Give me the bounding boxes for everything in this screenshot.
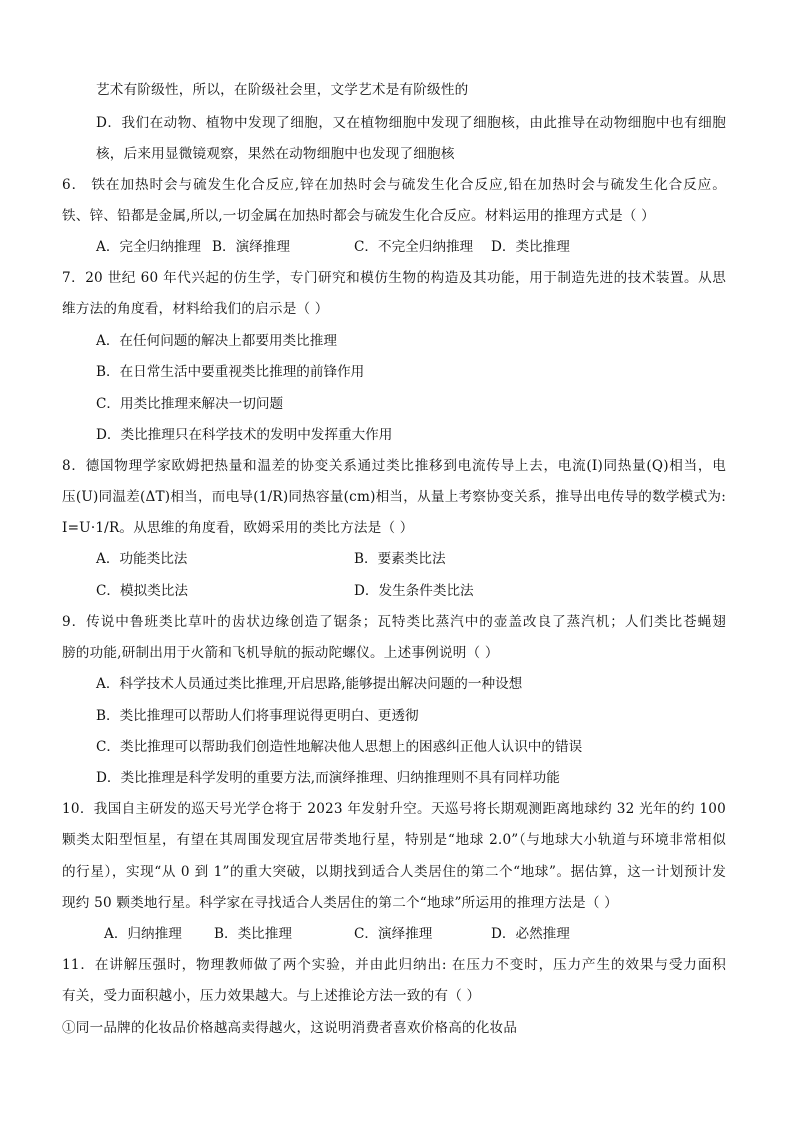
q9-stem-line1: 9．传说中鲁班类比草叶的齿状边缘创造了锯条；瓦特类比蒸汽中的壶盖改良了蒸汽机；人们类比苍蝇翅 — [62, 614, 726, 630]
q9-option-d: D．类比推理是科学发明的重要方法,而演绎推理、归纳推理则不具有同样功能 — [96, 770, 560, 786]
q10-option-b: B．类比推理 — [214, 926, 292, 942]
q6-option-c: C．不完全归纳推理 — [354, 239, 474, 255]
q5-option-c-continuation: 艺术有阶级性，所以，在阶级社会里，文学艺术是有阶级性的 — [96, 82, 469, 98]
q7-option-b: B．在日常生活中要重视类比推理的前锋作用 — [96, 364, 365, 380]
q8-option-b: B．要素类比法 — [354, 551, 446, 567]
q6-option-d: D．类比推理 — [491, 239, 570, 255]
q10-stem-line4: 现约 50 颗类地行星。科学家在寻找适合人类居住的第二个“地球”所运用的推理方法是（ ） — [62, 895, 618, 911]
q8-option-a: A．功能类比法 — [96, 551, 188, 567]
q6-stem-line2: 铁、锌、铅都是金属,所以,一切金属在加热时都会与硫发生化合反应。材料运用的推理方式是（ ） — [62, 208, 655, 224]
q5-option-d-line1: D．我们在动物、植物中发现了细胞，又在植物细胞中发现了细胞核，由此推导在动物细胞中也有细胞 — [96, 115, 726, 131]
q6-option-b: B．演绎推理 — [212, 239, 290, 255]
q9-option-b: B．类比推理可以帮助人们将事理说得更明白、更透彻 — [96, 708, 419, 724]
q7-option-c: C．用类比推理来解决一切问题 — [96, 396, 284, 412]
q10-option-a: A．归纳推理 — [104, 926, 182, 942]
q6-stem-line1: 6． 铁在加热时会与硫发生化合反应,锌在加热时会与硫发生化合反应,铅在加热时会与硫发生化合反应。 — [62, 177, 726, 193]
q10-option-d: D．必然推理 — [491, 926, 570, 942]
q11-stem-line1: 11．在讲解压强时，物理教师做了两个实验，并由此归纳出: 在压力不变时，压力产生的效果与受力面积 — [62, 957, 726, 973]
q9-stem-line2: 膀的功能,研制出用于火箭和飞机导航的振动陀螺仪。上述事例说明（ ） — [62, 645, 499, 661]
q8-option-d: D．发生条件类比法 — [354, 583, 474, 599]
q6-option-a: A．完全归纳推理 — [96, 239, 201, 255]
q7-option-a: A．在任何问题的解决上都要用类比推理 — [96, 333, 337, 349]
q9-option-a: A．科学技术人员通过类比推理,开启思路,能够提出解决问题的一种设想 — [96, 676, 523, 692]
q11-statement-1: ①同一品牌的化妆品价格越高卖得越火，这说明消费者喜欢价格高的化妆品 — [62, 1020, 518, 1036]
q7-stem-line1: 7．20 世纪 60 年代兴起的仿生学，专门研究和模仿生物的构造及其功能，用于制造先进的技术装置。从思 — [62, 270, 726, 286]
q8-stem-line2: 压(U)同温差(ΔT)相当，而电导(1/R)同热容量(cm)相当，从量上考察协变关系，推导出电传导的数学模式为: — [62, 489, 726, 505]
q7-stem-line2: 维方法的角度看，材料给我们的启示是（ ） — [62, 301, 329, 317]
q10-stem-line2: 颗类太阳型恒星，有望在其周围发现宜居带类地行星，特别是“地球 2.0”（与地球大小轨道与环境非常相似 — [62, 832, 726, 848]
q8-stem-line3: I=U·1/R。从思维的角度看，欧姆采用的类比方法是（ ） — [62, 520, 414, 536]
q8-option-c: C．模拟类比法 — [96, 583, 188, 599]
q11-stem-line2: 有关，受力面积越小，压力效果越大。与上述推论方法一致的有（ ） — [62, 988, 481, 1004]
q9-option-c: C．类比推理可以帮助我们创造性地解决他人思想上的困惑纠正他人认识中的错误 — [96, 739, 583, 755]
q7-option-d: D．类比推理只在科学技术的发明中发挥重大作用 — [96, 427, 393, 443]
q5-option-d-line2: 核，后来用显微镜观察，果然在动物细胞中也发现了细胞核 — [96, 146, 455, 162]
q10-stem-line1: 10．我国自主研发的巡天号光学仓将于 2023 年发射升空。天巡号将长期观测距离地球约 32 光年的约 100 — [62, 801, 726, 817]
q10-option-c: C．演绎推理 — [354, 926, 433, 942]
q8-stem-line1: 8．德国物理学家欧姆把热量和温差的协变关系通过类比推移到电流传导上去，电流(I)同热量(Q)相当，电 — [62, 458, 726, 474]
q10-stem-line3: 的行星），实现“从 0 到 1”的重大突破，以期找到适合人类居住的第二个“地球”。据估算，这一计划预计发 — [62, 864, 726, 880]
